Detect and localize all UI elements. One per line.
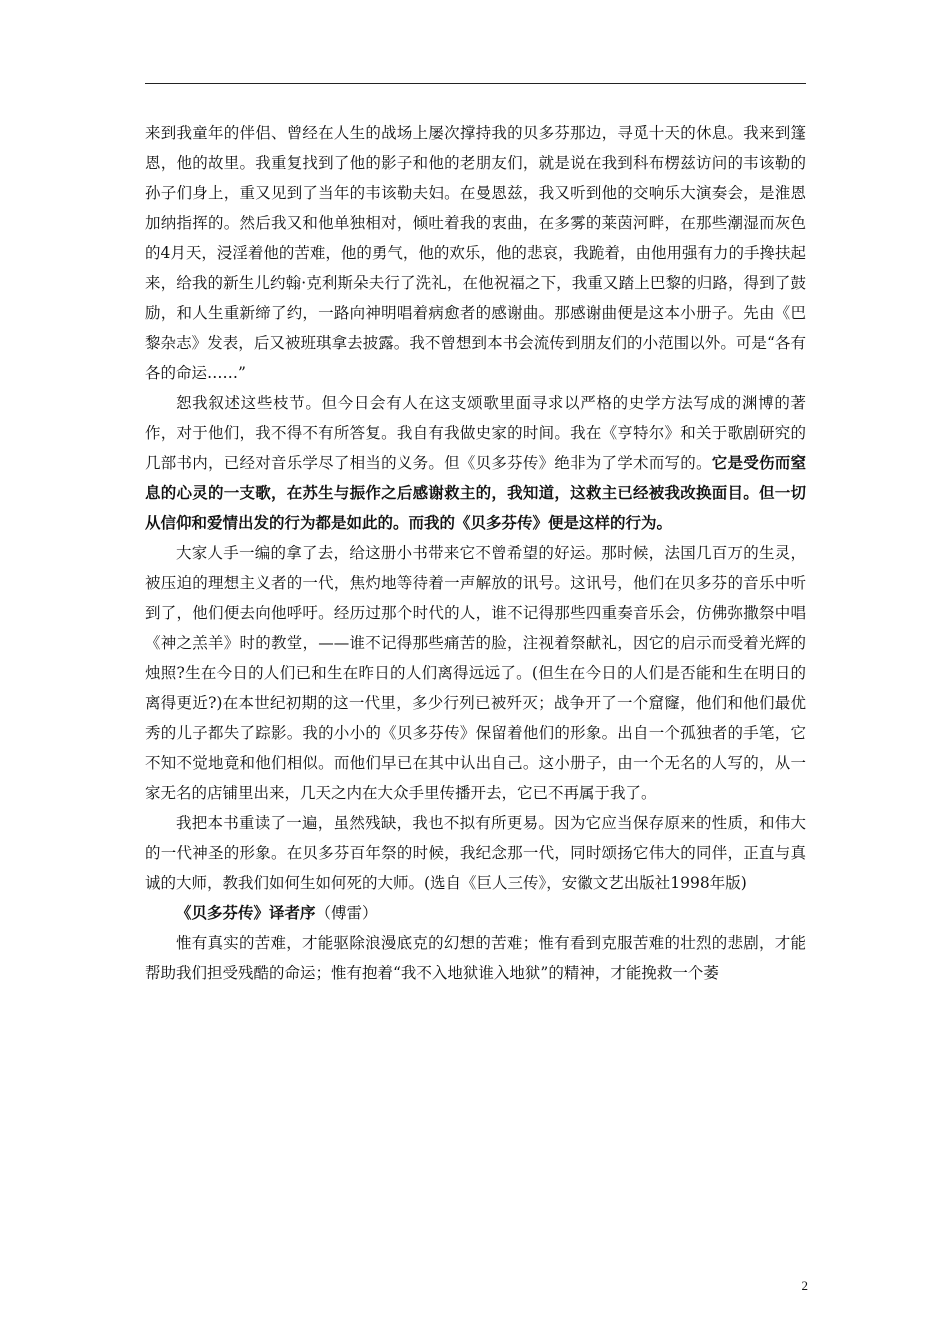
paragraph-apology-text: 恕我叙述这些枝节。但今日会有人在这支颂歌里面寻求以严格的史学方法写成的渊博的著作，对于他们，我不得不有所答复。我自有我做史家的时间。我在《亨特尔》和关于歌剧研究的几部书内，已经对音乐学尽了相当的义务。但《贝多芬传》绝非为了学术而写的。: [145, 394, 806, 472]
paragraph-apology: [145, 388, 806, 538]
paragraph-apology-bold-text: 它是受伤而窒息的心灵的一支歌，在苏生与振作之后感谢救主的，我知道，这救主已经被我改换面目。但一切从信仰和爱情出发的行为都是如此的。而我的《贝多芬传》便是这样的行为。: [145, 453, 806, 532]
page-number: 2: [801, 1278, 808, 1293]
section-heading-title: 《贝多芬传》译者序: [176, 903, 316, 922]
section-heading: [145, 898, 806, 928]
header-rule: [145, 83, 806, 84]
paragraph-translator-preface: 惟有真实的苦难，才能驱除浪漫底克的幻想的苦难；惟有看到克服苦难的壮烈的悲剧，才能帮助我们担受残酷的命运；惟有抱着“我不入地狱谁入地狱”的精神，才能挽救一个萎: [145, 934, 806, 982]
section-heading-author: （傅雷）: [315, 904, 378, 922]
paragraph-reread: 我把本书重读了一遍，虽然残缺，我也不拟有所更易。因为它应当保存原来的性质，和伟大的一代神圣的形象。在贝多芬百年祭的时候，我纪念那一代，同时颂扬它伟大的同伴，正直与真诚的大师，教我们如何生如何死的大师。(选自《巨人三传》，安徽文艺出版社1998年版): [145, 814, 806, 892]
paragraph-reception: 大家人手一编的拿了去，给这册小书带来它不曾希望的好运。那时候，法国几百万的生灵，被压迫的理想主义者的一代，焦灼地等待着一声解放的讯号。这讯号，他们在贝多芬的音乐中听到了，他们便去向他呼吁。经历过那个时代的人，谁不记得那些四重奏音乐会，仿佛弥撒祭中唱《神之羔羊》时的教堂，——谁不记得那些痛苦的脸，注视着祭献礼，因它的启示而受着光辉的烛照?生在今日的人们已和生在昨日的人们离得远远了。(但生在今日的人们是否能和生在明日的离得更近?)在本世纪初期的这一代里，多少行列已被歼灭；战争开了一个窟窿，他们和他们最优秀的儿子都失了踪影。我的小小的《贝多芬传》保留着他们的形象。出自一个孤独者的手笔，它不知不觉地竟和他们相似。而他们早已在其中认出自己。这小册子，由一个无名的人写的，从一家无名的店铺里出来，几天之内在大众手里传播开去，它已不再属于我了。: [145, 544, 806, 802]
document-body: [145, 118, 806, 988]
paragraph-continuation: 来到我童年的伴侣、曾经在人生的战场上屡次撑持我的贝多芬那边，寻觅十天的休息。我来到篷恩，他的故里。我重复找到了他的影子和他的老朋友们，就是说在我到科布楞兹访问的韦该勒的孙子们身上，重又见到了当年的韦该勒夫妇。在曼恩兹，我又听到他的交响乐大演奏会，是淮恩加纳指挥的。然后我又和他单独相对，倾吐着我的衷曲，在多雾的莱茵河畔，在那些潮湿而灰色的4月天，浸淫着他的苦难，他的勇气，他的欢乐，他的悲哀，我跪着，由他用强有力的手搀扶起来，给我的新生儿约翰·克利斯朵夫行了洗礼，在他祝福之下，我重又踏上巴黎的归路，得到了鼓励，和人生重新缔了约，一路向神明唱着病愈者的感谢曲。那感谢曲便是这本小册子。先由《巴黎杂志》发表，后又被班琪拿去披露。我不曾想到本书会流传到朋友们的小范围以外。可是“各有各的命运……”: [145, 124, 806, 382]
